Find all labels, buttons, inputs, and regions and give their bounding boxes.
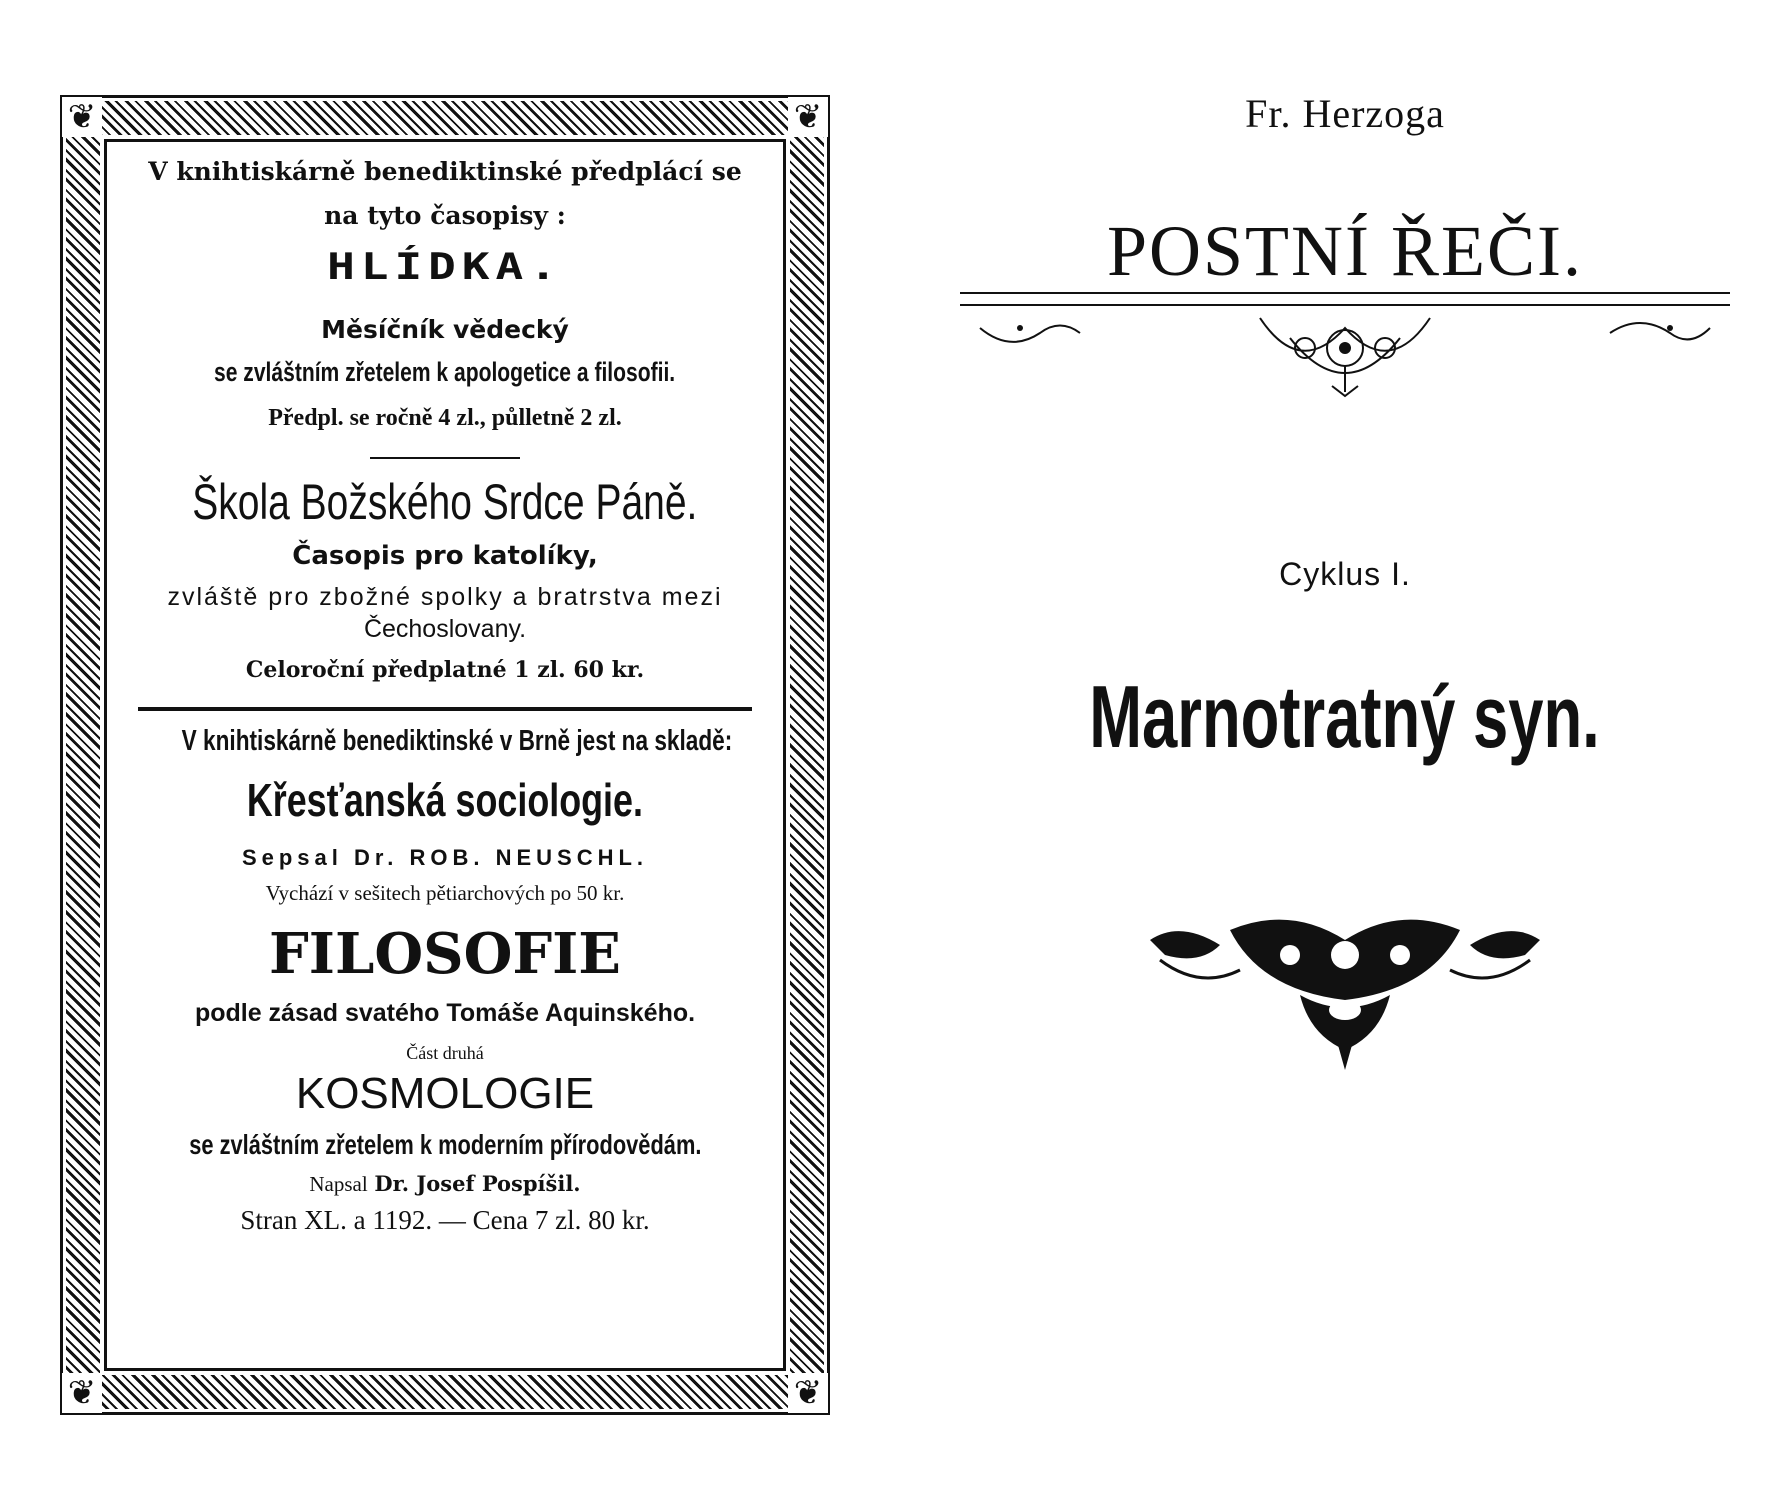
intro-line-2: na tyto časopisy : (324, 201, 566, 230)
skola-description-1: zvláště pro zbožné spolky a bratrstva mezi (167, 583, 723, 611)
corner-ornament-icon: ❦ (62, 97, 102, 137)
skola-price: Celoroční předplatné 1 zl. 60 kr. (245, 657, 645, 683)
title-ornament-icon (960, 308, 1730, 400)
author-heading: Fr. Herzoga (1245, 91, 1445, 136)
hlidka-subtitle: Měsíčník vědecký (321, 315, 569, 344)
corner-ornament-icon: ❦ (788, 97, 828, 137)
stock-line: V knihtiskárně benediktinské v Brně jest na skladě: (181, 725, 733, 757)
filosofie-subtitle: podle zásad svatého Tomáše Aquinského. (194, 999, 696, 1027)
skola-subtitle: Časopis pro katolíky, (292, 541, 598, 571)
kosmologie-subtitle: se zvláštním zřetelem k moderním přírodovědám. (188, 1129, 702, 1160)
part-label: Část druhá (406, 1043, 484, 1063)
title-page (960, 80, 1730, 1380)
cycle-label: Cyklus I. (1279, 556, 1411, 592)
corner-ornament-icon: ❦ (788, 1373, 828, 1413)
kosmologie-author (104, 1171, 786, 1197)
hlidka-title: HLÍDKA. (327, 244, 563, 288)
section-divider-thick (138, 707, 752, 711)
corner-ornament-icon: ❦ (62, 1373, 102, 1413)
author-name: Dr. Josef Pospíšil. (374, 1171, 581, 1196)
author-prefix: Napsal (309, 1172, 368, 1196)
title-underline (960, 292, 1730, 306)
intro-line-1: V knihtiskárně benediktinské předplácí se (148, 157, 742, 186)
skola-title: Škola Božského Srdce Páně. (192, 474, 698, 530)
advert-content (104, 139, 786, 1371)
sociology-title: Křesťanská sociologie. (246, 774, 644, 826)
main-title: POSTNÍ ŘEČI. (1106, 211, 1584, 291)
hlidka-price: Předpl. se ročně 4 zl., půlletně 2 zl. (268, 405, 622, 431)
vignette-ornament-icon (960, 900, 1730, 1080)
skola-description-2: Čechoslovany. (363, 615, 527, 643)
section-divider (370, 457, 520, 459)
sociology-note: Vychází v sešitech pětiarchových po 50 kr. (265, 881, 625, 905)
hlidka-description: se zvláštním zřetelem k apologetice a filosofii. (214, 357, 676, 387)
advertisement-page (60, 95, 830, 1415)
sociology-author: Sepsal Dr. ROB. NEUSCHL. (241, 845, 649, 870)
subtitle: Marnotratný syn. (1089, 667, 1601, 766)
kosmologie-title: KOSMOLOGIE (295, 1069, 595, 1118)
filosofie-title: FILOSOFIE (269, 921, 621, 987)
kosmologie-price: Stran XL. a 1192. — Cena 7 zl. 80 kr. (240, 1205, 650, 1235)
